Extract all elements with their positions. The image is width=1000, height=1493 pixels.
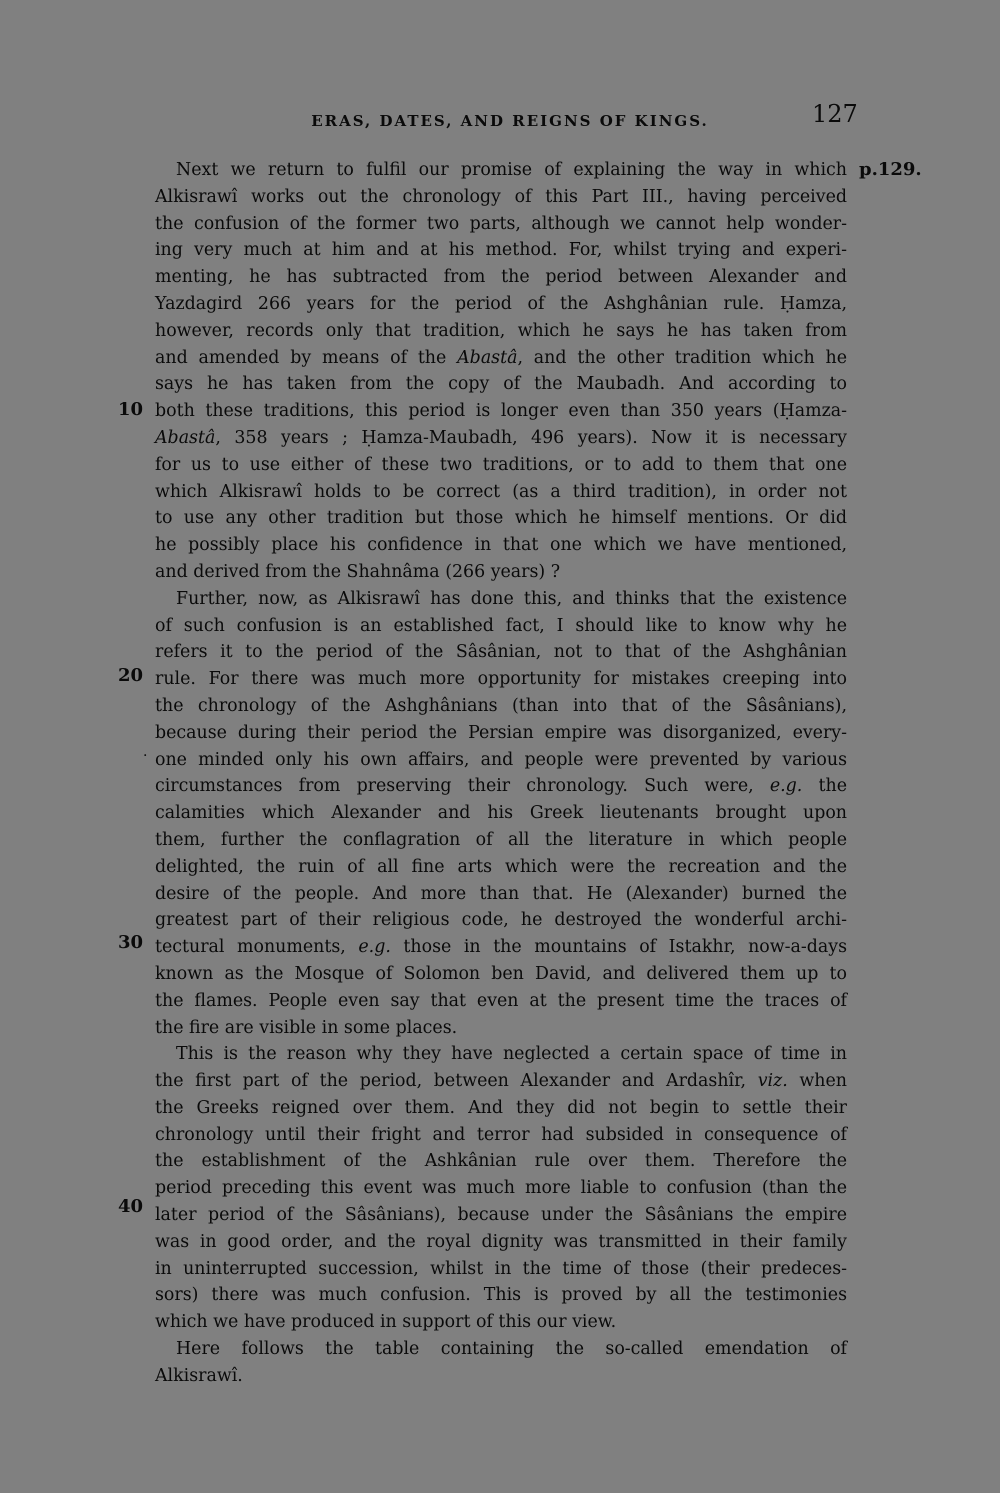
line-number-20: 20 — [118, 665, 144, 686]
paragraph-3-line: This is the reason why they have neglected a certain space of time in — [176, 1044, 847, 1065]
paragraph-1-line: for us to use either of these two traditions, or to add to them that one — [155, 454, 847, 475]
paragraph-2-line: the flames. People even say that even at the present time the traces of — [155, 990, 847, 1011]
paragraph-1-line: and amended by means of the Abastâ, and the other tradition which he — [155, 347, 847, 368]
paragraph-1-line: menting, he has subtracted from the period between Alexander and — [155, 267, 847, 288]
paragraph-1-line: however, records only that tradition, which he says he has taken from — [155, 320, 847, 341]
paragraph-1-line: Next we return to fulfil our promise of explaining the way in which — [176, 160, 847, 180]
paragraph-1-line: which Alkisrawî holds to be correct (as a third tradition), in order not — [155, 481, 847, 502]
line-number-30: 30 — [118, 932, 144, 953]
paragraph-1-line: Yazdagird 266 years for the period of the Ashghânian rule. Ḥamza, — [155, 293, 847, 314]
paragraph-1-line: says he has taken from the copy of the Maubadh. And according to — [155, 374, 847, 395]
paragraph-4-line: Alkisrawî. — [155, 1365, 243, 1386]
paragraph-1-line: and derived from the Shahnâma (266 years) ? — [155, 561, 561, 582]
paragraph-1-line: Alkisrawî works out the chronology of this Part III., having perceived — [155, 186, 847, 207]
paragraph-2-line: delighted, the ruin of all fine arts which were the recreation and the — [155, 856, 847, 877]
paragraph-2-line: the fire are visible in some places. — [155, 1017, 458, 1038]
paragraph-3-line: the first part of the period, between Alexander and Ardashîr, viz. when — [155, 1071, 847, 1092]
paragraph-3-line: the Greeks reigned over them. And they did not begin to settle their — [155, 1097, 847, 1118]
line-number-10: 10 — [118, 399, 144, 420]
paragraph-2-line: refers it to the period of the Sâsânian, not to that of the Ashghânian — [155, 642, 847, 663]
margin-page-reference: p.129. — [859, 159, 922, 180]
line-number-40: 40 — [118, 1196, 144, 1217]
paragraph-3-line: which we have produced in support of this our view. — [155, 1312, 617, 1333]
paragraph-1-line: to use any other tradition but those which he himself mentions. Or did — [155, 508, 847, 529]
paragraph-2-line: because during their period the Persian empire was disorganized, every- — [155, 722, 847, 743]
paragraph-2-line: known as the Mosque of Solomon ben David, and delivered them up to — [155, 963, 847, 984]
paragraph-3-line: the establishment of the Ashkânian rule over them. Therefore the — [155, 1151, 847, 1172]
paragraph-1-line: he possibly place his confidence in that one which we have mentioned, — [155, 535, 847, 556]
stray-mark: · — [143, 748, 148, 764]
paragraph-2-line: of such confusion is an established fact, I should like to know why he — [155, 615, 847, 636]
paragraph-2-line: tectural monuments, e.g. those in the mountains of Istakhr, now-a-days — [155, 937, 847, 958]
paragraph-3-line: later period of the Sâsânians), because under the Sâsânians the empire — [155, 1205, 847, 1226]
paragraph-2-line: desire of the people. And more than that. He (Alexander) burned the — [155, 883, 847, 904]
paragraph-2-line: rule. For there was much more opportunity for mistakes creeping into — [155, 669, 847, 690]
running-title: ERAS, DATES, AND REIGNS OF KINGS. — [311, 112, 709, 130]
paragraph-3-line: in uninterrupted succession, whilst in the time of those (their predeces- — [155, 1258, 847, 1279]
paragraph-2-line: the chronology of the Ashghânians (than into that of the Sâsânians), — [155, 695, 847, 716]
paragraph-1-line: Abastâ, 358 years ; Ḥamza-Maubadh, 496 years). Now it is necessary — [155, 427, 847, 448]
paragraph-2-line: them, further the conflagration of all the literature in which people — [155, 829, 847, 850]
paragraph-1-line: both these traditions, this period is longer even than 350 years (Ḥamza- — [155, 401, 847, 422]
body-text — [155, 157, 847, 1390]
paragraph-2-line: calamities which Alexander and his Greek lieutenants brought upon — [155, 803, 847, 824]
paragraph-2-line: circumstances from preserving their chronology. Such were, e.g. the — [155, 776, 847, 797]
page-number: 127 — [812, 100, 858, 128]
paragraph-3-line: chronology until their fright and terror had subsided in consequence of — [155, 1124, 847, 1145]
paragraph-2-line: Further, now, as Alkisrawî has done this, and thinks that the existence — [176, 588, 847, 609]
paragraph-2-line: one minded only his own affairs, and people were prevented by various — [155, 749, 847, 770]
paragraph-3-line: sors) there was much confusion. This is proved by all the testimonies — [155, 1285, 847, 1306]
paragraph-2-line: greatest part of their religious code, he destroyed the wonderful archi- — [155, 910, 847, 931]
paragraph-3-line: was in good order, and the royal dignity was transmitted in their family — [155, 1231, 847, 1252]
paragraph-1-line: the confusion of the former two parts, although we cannot help wonder- — [155, 213, 847, 234]
paragraph-4-line: Here follows the table containing the so-called emendation of — [176, 1339, 847, 1360]
paragraph-1-line: ing very much at him and at his method. For, whilst trying and experi- — [155, 240, 847, 261]
paragraph-3-line: period preceding this event was much more liable to confusion (than the — [155, 1178, 847, 1199]
